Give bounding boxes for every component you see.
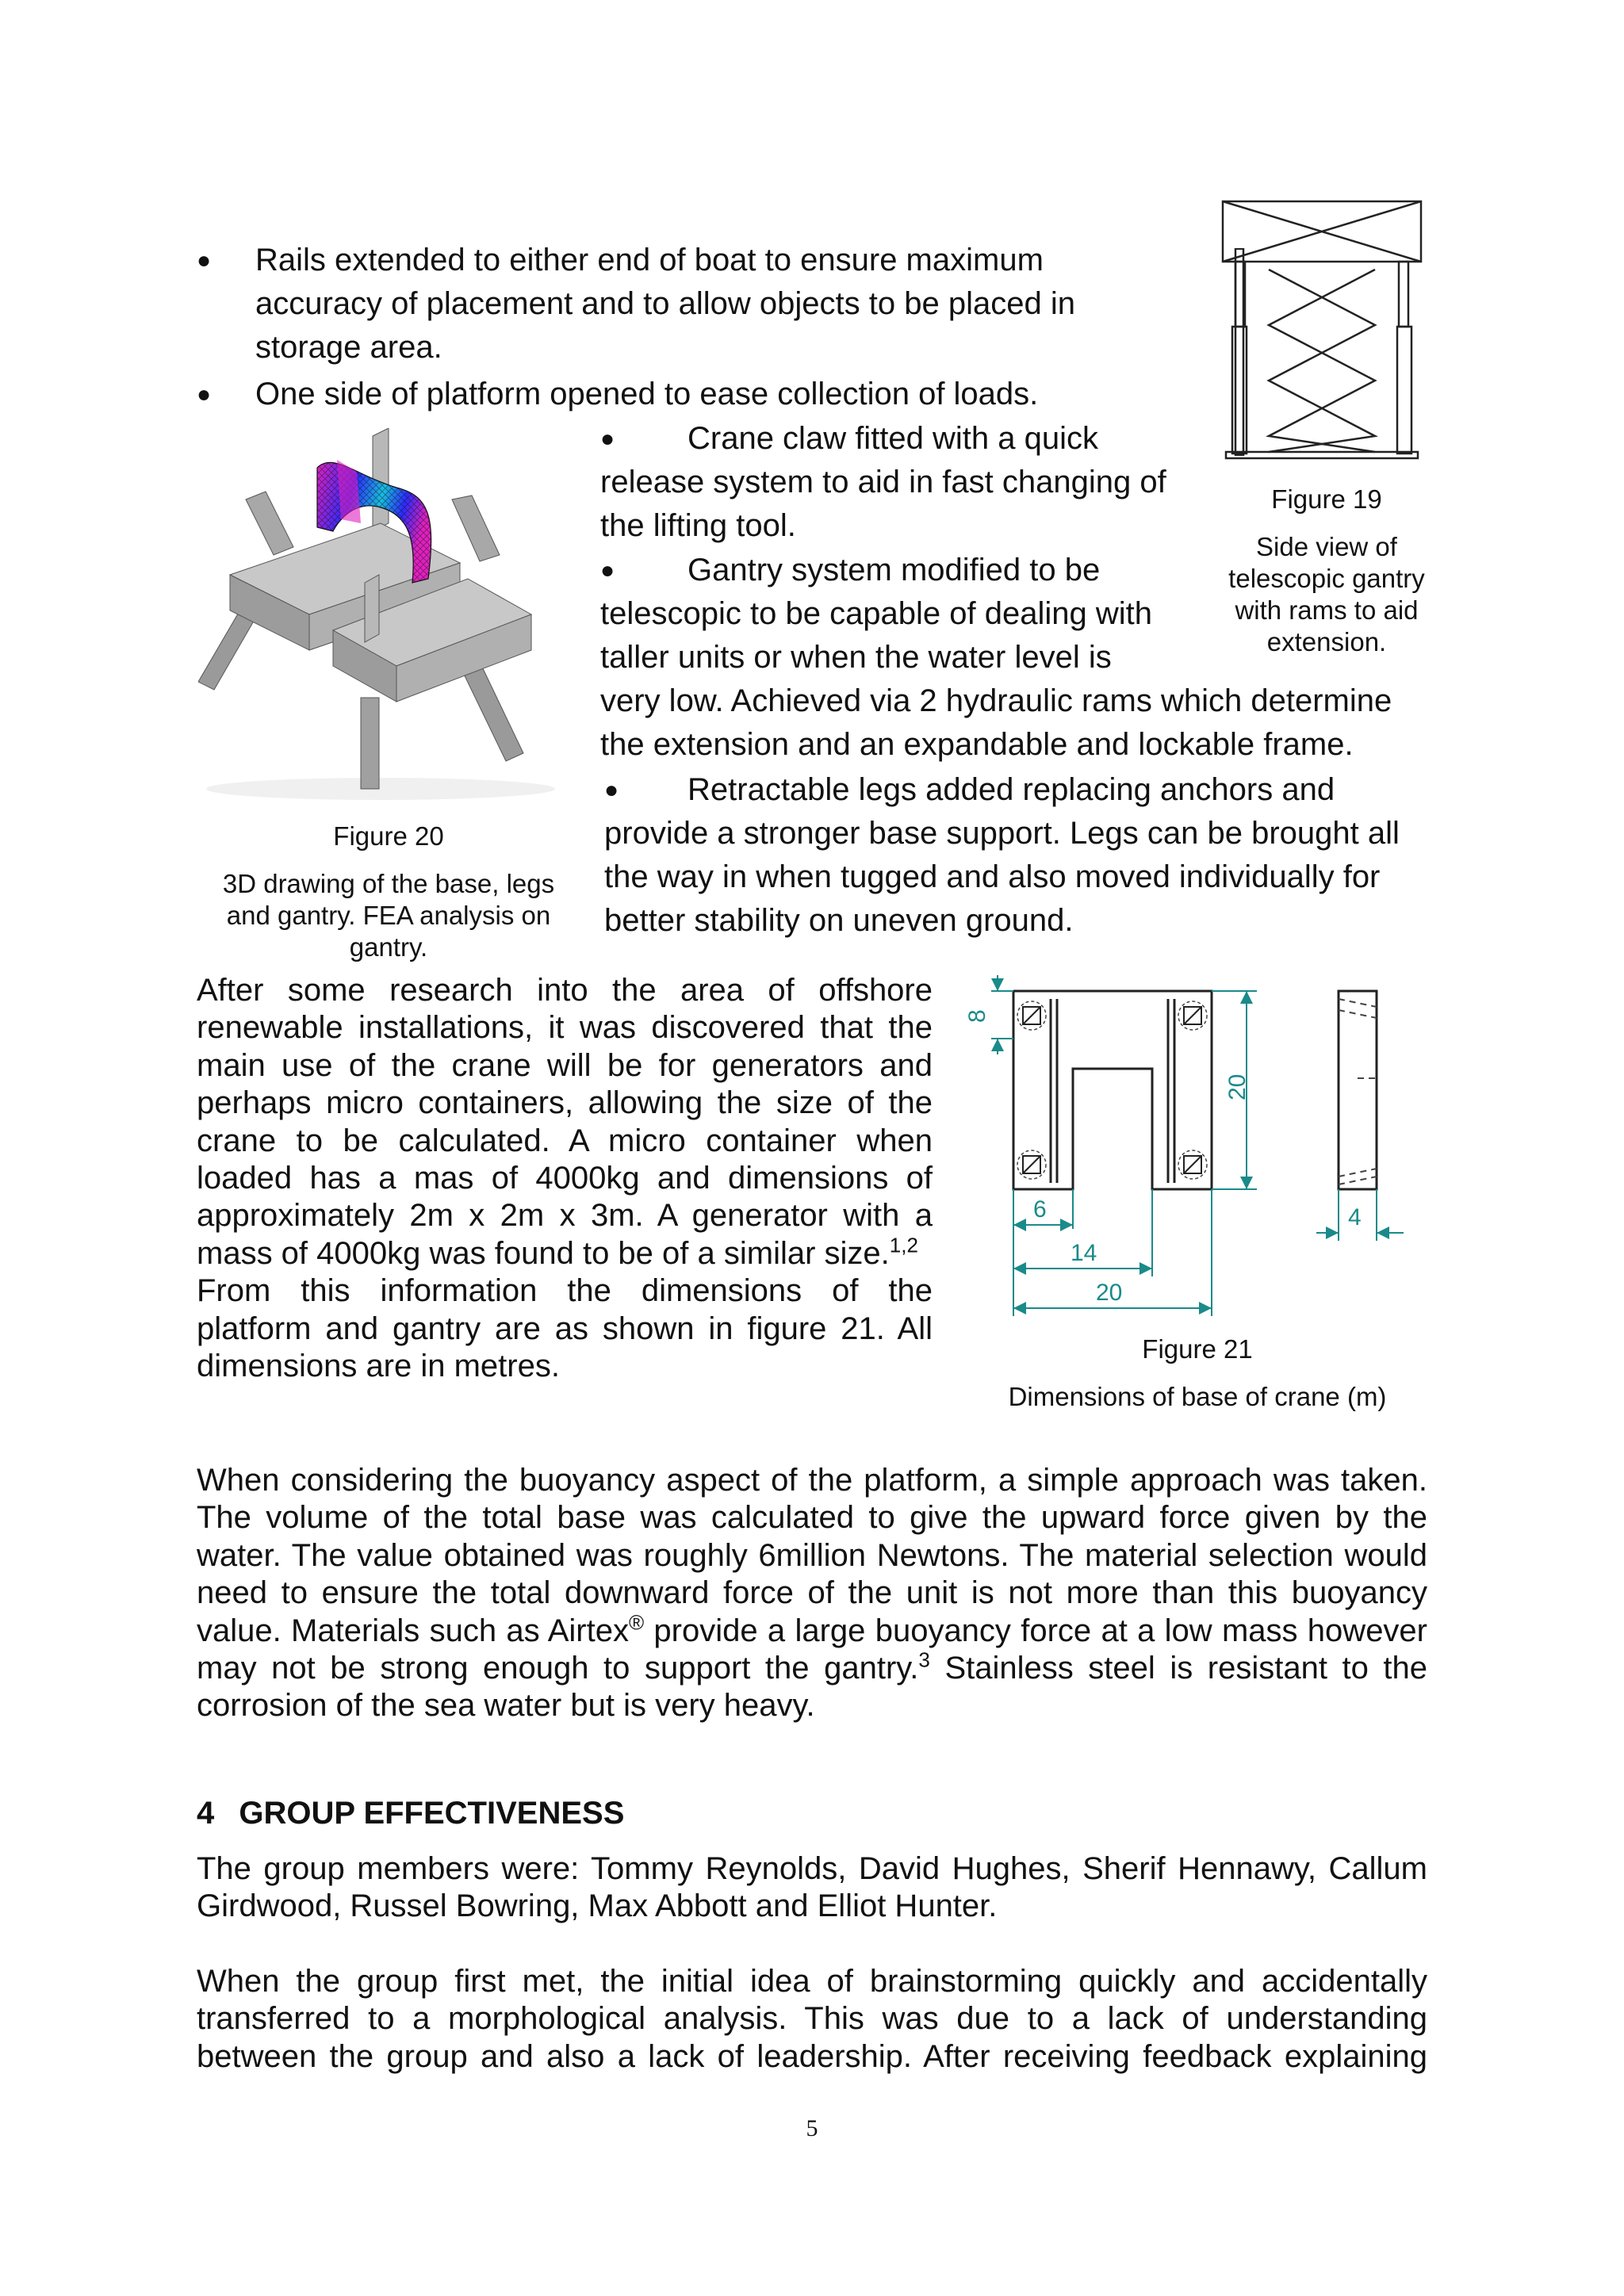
- paragraph-line: When considering the buoyancy aspect of the platform, a simple approach was taken.: [197, 1463, 1427, 1498]
- bullet-item: ● One side of platform opened to ease collection of loads.: [197, 373, 1188, 416]
- bullet-line: release system to aid in fast changing of: [600, 465, 1166, 499]
- figure-21-label: Figure 21: [1142, 1334, 1253, 1364]
- paragraph-line: dimensions are in metres.: [197, 1349, 560, 1384]
- registered-mark: ®: [628, 1610, 645, 1635]
- paragraph-line: After some research into the area of offshore: [197, 973, 933, 1008]
- figure-21-dimension-drawing: [959, 975, 1435, 1324]
- members-paragraph: [197, 1850, 1427, 1926]
- paragraph-line: loaded has a mas of 4000kg and dimensions of: [197, 1161, 933, 1196]
- footnote-ref: 1,2: [889, 1233, 918, 1257]
- bullet-line: provide a stronger base support. Legs can be brought all: [604, 816, 1400, 851]
- paragraph-line: transferred to a morphological analysis. This was due to a lack of understanding: [197, 2001, 1427, 2037]
- paragraph-line: [197, 1647, 1428, 1687]
- paragraph-line: main use of the crane will be for generators and: [197, 1047, 933, 1083]
- research-paragraph: [197, 972, 933, 1385]
- paragraph-line: crane to be calculated. A micro container when: [197, 1123, 933, 1158]
- figure-20-label: Figure 20: [333, 821, 444, 851]
- bullet-line: the lifting tool.: [600, 508, 796, 543]
- paragraph-line: renewable installations, it was discovered that the: [197, 1010, 933, 1046]
- paragraph-line: approximately 2m x 2m x 3m. A generator with a: [197, 1198, 933, 1234]
- section-number: 4: [197, 1796, 215, 1831]
- caption-line: gantry.: [349, 932, 428, 962]
- paragraph-text: provide a large buoyancy force at a low mass however: [644, 1613, 1428, 1648]
- paragraph-line: need to ensure the total downward force of the unit is not more than this buoyancy: [197, 1575, 1427, 1611]
- bullet-item: ● Rails extended to either end of boat to ensure maximum accuracy of placement and to allow objects to be placed in storage area.: [197, 239, 1188, 369]
- figure-19-label: Figure 19: [1271, 484, 1382, 514]
- bullet-line: Rails extended to either end of boat to ensure maximum: [255, 243, 1044, 277]
- bullet-item: ● Retractable legs added replacing anchors and provide a stronger base support. Legs can be brought all the way in when tugged and also moved individually for better stability on uneven ground.: [604, 768, 1435, 943]
- paragraph-line: water. The value obtained was roughly 6million Newtons. The material selection would: [197, 1537, 1427, 1573]
- paragraph-text: mass of 4000kg was found to be of a similar size.: [197, 1235, 890, 1271]
- dim-side: 4: [1348, 1204, 1362, 1230]
- paragraph-line: perhaps micro containers, allowing the size of the: [197, 1085, 933, 1121]
- paragraph-line: corrosion of the sea water but is very heavy.: [197, 1688, 815, 1724]
- bullet-line: Retractable legs added replacing anchors and: [688, 772, 1335, 807]
- paragraph-text: may not be strong enough to support the gantry.: [197, 1651, 919, 1686]
- paragraph-text: Stainless steel is resistant to the: [929, 1651, 1428, 1686]
- bullet-line: Crane claw fitted with a quick: [688, 421, 1099, 456]
- paragraph-line: From this information the dimensions of the: [197, 1273, 933, 1309]
- bullet-line: better stability on uneven ground.: [604, 903, 1074, 938]
- paragraph-line: The volume of the total base was calculated to give the upward force given by the: [197, 1500, 1427, 1536]
- caption-line: and gantry. FEA analysis on: [226, 901, 551, 930]
- bullet-line: accuracy of placement and to allow objects to be placed in: [255, 286, 1075, 321]
- caption-line: with rams to aid: [1235, 595, 1419, 625]
- bullet-line: very low. Achieved via 2 hydraulic rams which determine: [600, 683, 1392, 718]
- dim-slot: 14: [1071, 1240, 1097, 1266]
- buoyancy-paragraph: [197, 1462, 1427, 1725]
- bullet-line: storage area.: [255, 330, 442, 365]
- dim-gap: 8: [964, 1009, 990, 1023]
- section-heading: [197, 1796, 624, 1831]
- bullet-item: ● Gantry system modified to be telescopic to be capable of dealing with taller units or when the water level is very low. Achieved via 2 hydraulic rams which determine the extension and an expandable and lockable frame.: [600, 549, 1431, 767]
- figure-21-caption: [975, 1334, 1419, 1413]
- bullet-line: One side of platform opened to ease collection of loads.: [255, 377, 1039, 411]
- bullet-line: the way in when tugged and also moved individually for: [604, 859, 1381, 894]
- paragraph-line: Girdwood, Russel Bowring, Max Abbott and Elliot Hunter.: [197, 1888, 998, 1924]
- caption-line: telescopic gantry: [1228, 564, 1425, 593]
- dim-height: 20: [1224, 1073, 1251, 1100]
- paragraph-line: [197, 1610, 1428, 1650]
- paragraph-line: [197, 1235, 933, 1272]
- footnote-ref: 3: [918, 1647, 930, 1672]
- group-paragraph: [197, 1963, 1427, 2076]
- bullet-line: Gantry system modified to be: [688, 553, 1101, 587]
- paragraph-line: When the group first met, the initial idea of brainstorming quickly and accidentally: [197, 1964, 1427, 1999]
- section-title: GROUP EFFECTIVENESS: [239, 1796, 625, 1831]
- figure-20-3d-drawing: [198, 428, 563, 801]
- caption-line: 3D drawing of the base, legs: [222, 869, 555, 898]
- bullet-item: ● Crane claw fitted with a quick release system to aid in fast changing of the lifting tool.: [600, 417, 1431, 548]
- caption-line: Side view of: [1256, 532, 1397, 561]
- dim-width: 20: [1096, 1280, 1123, 1306]
- figure-21-caption-text: Dimensions of base of crane (m): [1008, 1382, 1387, 1411]
- bullet-line: telescopic to be capable of dealing with: [600, 596, 1153, 631]
- paragraph-text: value. Materials such as Airtex: [197, 1613, 629, 1648]
- page-number: 5: [806, 2115, 818, 2141]
- paragraph-line: between the group and also a lack of leadership. After receiving feedback explaining: [197, 2038, 1427, 2074]
- paragraph-line: The group members were: Tommy Reynolds, David Hughes, Sherif Hennawy, Callum: [197, 1851, 1427, 1886]
- bullet-line: taller units or when the water level is: [600, 640, 1112, 675]
- dim-inner: 6: [1033, 1196, 1047, 1223]
- figure-20-caption: [198, 821, 579, 963]
- caption-line: extension.: [1266, 627, 1387, 656]
- bullet-line: the extension and an expandable and lockable frame.: [600, 727, 1354, 762]
- paragraph-line: platform and gantry are as shown in figure 21. All: [197, 1311, 933, 1346]
